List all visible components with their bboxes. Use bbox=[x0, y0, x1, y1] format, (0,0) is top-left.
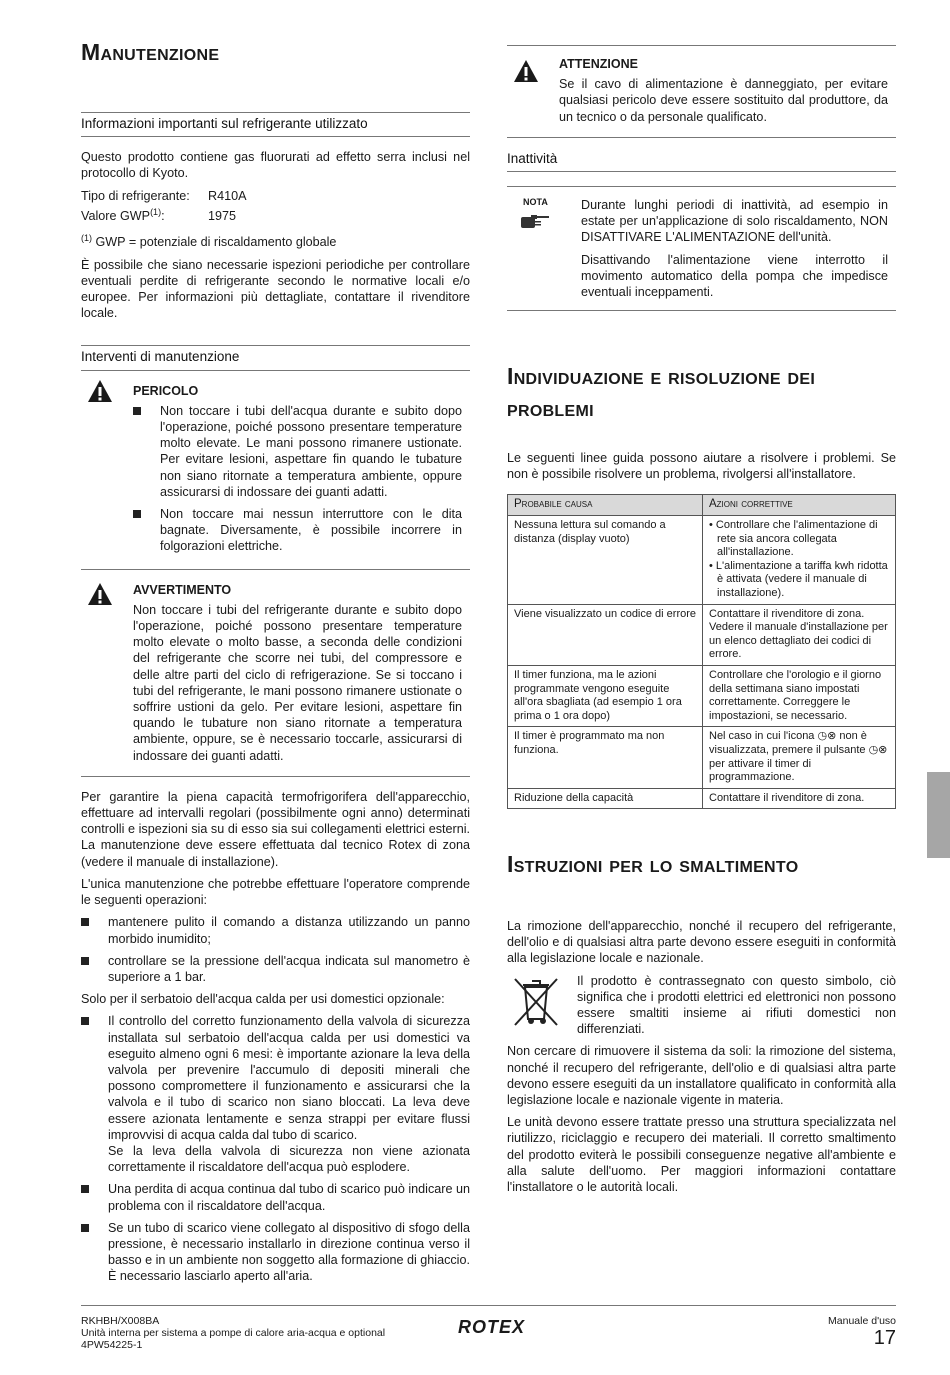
gwp-row: Valore GWP$^{(1)}$: 1975 bbox=[81, 206, 237, 223]
danger-item: Non toccare i tubi dell'acqua durante e subito dopo l'operazione, poiché possono presentare temperature molto elevate. Le mani possono rimanere ustionate. Per evitare lesioni, aspettare fin quando le tubature non siano ritornate a temperatura ambiente, oppure assicurarsi di indossare dei guanti adatti. bbox=[133, 403, 462, 500]
section-title-manutenzione: Manutenzione bbox=[81, 39, 220, 65]
crossed-bin-icon bbox=[511, 975, 561, 1029]
warning-triangle-icon bbox=[87, 582, 113, 606]
tank-item: Una perdita di acqua continua dal tubo di scarico può indicare un problema con il riscaldatore dell'acqua. bbox=[81, 1181, 470, 1213]
left-column bbox=[81, 36, 470, 1291]
tank-item: Il controllo del corretto funzionamento della valvola di sicurezza installata sul serbatoio dell'acqua calda per usi domestici va eseguito almeno ogni 6 mesi: è importante azionare la leva della valvola per prevenire l'accumulo di depositi minerali che possono compromettere il funzionamento e assicurarsi che la valvola e il tubo di scarico non siano bloccati. La leva deve essere azionata lentamente e senza strappi per evitare flussi improvvisi di acqua calda dal tubo di scarico. Se la leva della valvola di sicurezza non viene azionata correttamente il riscaldatore dell'acqua può esplodere. bbox=[81, 1013, 470, 1175]
page-number: 17 bbox=[873, 1327, 896, 1349]
danger-label: PERICOLO bbox=[133, 383, 199, 398]
chapter-tab bbox=[927, 772, 950, 858]
disposal-section bbox=[507, 848, 896, 1201]
danger-box bbox=[81, 371, 470, 570]
paragraph: L'unica manutenzione che potrebbe effettuare l'operatore comprende le seguenti operazioni: bbox=[81, 876, 470, 908]
column-header: Probabile causa bbox=[508, 495, 703, 516]
note-text: Durante lunghi periodi di inattività, ad esempio in estate per un'applicazione di solo riscaldamento, NON DISATTIVARE L'ALIMENTAZIONE dell'unità. bbox=[581, 198, 888, 245]
danger-item: Non toccare mai nessun interruttore con le dita bagnate. Diversamente, è possibile incorrere in folgorazioni elettriche. bbox=[133, 506, 462, 555]
refrigerant-intro: Questo prodotto contiene gas fluorurati ad effetto serra inclusi nel protocollo di Kyoto. bbox=[81, 150, 470, 181]
table-row: Il timer è programmato ma non funziona. Nel caso in cui l'icona ◷⊗ non è visualizzata, premere il pulsante ◷⊗ per attivare il timer di programmazione. bbox=[508, 727, 896, 788]
paragraph: La rimozione dell'apparecchio, nonché il recupero del refrigerante, dell'olio e di qualsiasi altra parte devono essere eseguiti in conformità alla legislazione locale e nazionale. bbox=[507, 919, 896, 966]
section-title-disposal: Istruzioni per lo smaltimento bbox=[507, 851, 799, 877]
troubleshooting-intro: Le seguenti linee guida possono aiutare a risolvere i problemi. Se non è possibile risolvere un problema, rivolgersi all'installatore. bbox=[507, 451, 896, 482]
table-row: Nessuna lettura sul comando a distanza (display vuoto) • Controllare che l'alimentazione di rete sia ancora collegata all'installazione. • L'alimentazione a tariffa kwh ridotta è attivata (vedere il manuale di installazione). bbox=[508, 516, 896, 605]
tank-item: Se un tubo di scarico viene collegato al dispositivo di sfogo della pressione, è necessario installarlo in direzione continua verso il basso e in un ambiente non soggetto alla formazione di ghiaccio. È necessario lasciarlo aperto all'aria. bbox=[81, 1220, 470, 1285]
footer bbox=[0, 1305, 950, 1355]
warning-triangle-icon bbox=[513, 59, 539, 83]
paragraph: Non cercare di rimuovere il sistema da soli: la rimozione del sistema, nonché il recupero del refrigerante, dell'olio e di qualsiasi altra parte devono essere eseguiti da un installatore qualificato in conformità alla legislazione locale e nazionale vigente in materia. bbox=[507, 1044, 896, 1108]
warning-box bbox=[81, 570, 470, 777]
troubleshooting-section bbox=[507, 360, 896, 809]
heading-inactivity: Inattività bbox=[507, 148, 896, 172]
right-column bbox=[507, 45, 896, 311]
warning-text: Non toccare i tubi del refrigerante durante e subito dopo l'operazione, poiché possono presentare temperature molto elevate o molto basse, a seconda delle condizioni del refrigerante che scorre nei tubi, del compressore e delle altre parti del ciclo di refrigerazione. Se si toccano i tubi del refrigerante, le mani possono rimanere ustionate o soffrire ustioni da gelo. Per evitare lesioni, aspettare fin quando le tubature non siano ritornate a temperatura ambiente, oppure, se è necessario toccarle, assicurarsi di indossare dei guanti adatti. bbox=[133, 602, 462, 763]
paragraph: Solo per il serbatoio dell'acqua calda per usi domestici opzionale: bbox=[81, 992, 445, 1007]
warning-label: AVVERTIMENTO bbox=[133, 582, 232, 597]
table-row: Riduzione della capacità Contattare il rivenditore di zona. bbox=[508, 788, 896, 809]
disposal-symbol-text: Il prodotto è contrassegnato con questo simbolo, ciò significa che i prodotti elettrici ed elettronici non possono essere smaltiti insieme ai rifiuti domestici non differenziati. bbox=[577, 973, 896, 1037]
refrigerant-paragraph: È possibile che siano necessarie ispezioni periodiche per controllare eventuali perdite di refrigerante secondo le normative locali e/o europee. Per informazioni più dettagliate, contattare il rivenditore locale. bbox=[81, 257, 470, 321]
disposal-symbol-block bbox=[507, 973, 896, 1038]
footnote: $^{(1)}$ GWP = potenziale di riscaldamento globale bbox=[81, 233, 337, 250]
table-row: Il timer funziona, ma le azioni programmate vengono eseguite all'ora sbagliata (ad esempio 1 ora prima o 1 ora dopo) Controllare che l'orologio e il giorno della settimana siano impostati correttamente. Correggere le impostazioni, se necessario. bbox=[508, 665, 896, 726]
attention-label: ATTENZIONE bbox=[559, 57, 638, 71]
refrigerant-type-row: Tipo di refrigerante: R410A bbox=[81, 188, 247, 203]
attention-text: Se il cavo di alimentazione è danneggiato, per evitare qualsiasi pericolo deve essere sostituito dal produttore, da un tecnico o da personale qualificato. bbox=[559, 77, 888, 124]
note-box bbox=[507, 186, 896, 311]
column-header: Azioni correttive bbox=[703, 495, 896, 516]
operation-item: mantenere pulito il comando a distanza utilizzando un panno morbido inumidito; bbox=[81, 914, 470, 946]
note-label: NOTA bbox=[523, 197, 548, 208]
heading-maintenance: Interventi di manutenzione bbox=[81, 345, 470, 370]
paragraph: Per garantire la piena capacità termofrigorifera dell'apparecchio, effettuare ad intervalli regolari (possibilmente ogni anno) determinati controlli e ispezioni sia su di esso sia sui collegamenti elettrici esterni. La manutenzione deve essere effettuata dal tecnico Rotex di zona (vedere il manuale di installazione). bbox=[81, 789, 470, 869]
heading-refrigerant-info: Informazioni importanti sul refrigerante utilizzato bbox=[81, 112, 470, 137]
note-text: Disattivando l'alimentazione viene interrotto il movimento automatico della pompa che impedisce eventuali inceppamenti. bbox=[581, 252, 888, 300]
warning-triangle-icon bbox=[87, 379, 113, 403]
table-row: Viene visualizzato un codice di errore Contattare il rivenditore di zona. Vedere il manuale d'installazione per un elenco dettagliato dei codici di errore. bbox=[508, 604, 896, 665]
pointing-hand-icon bbox=[521, 213, 551, 229]
footer-right: Manuale d'uso 17 bbox=[828, 1315, 896, 1349]
section-title-troubleshooting: Individuazione e risoluzione dei problemi bbox=[507, 363, 816, 421]
troubleshooting-table bbox=[507, 494, 896, 809]
attention-box bbox=[507, 45, 896, 138]
operation-item: controllare se la pressione dell'acqua indicata sul manometro è superiore a 1 bar. bbox=[81, 953, 470, 985]
footer-rule bbox=[81, 1305, 896, 1306]
rotex-logo: ROTEX bbox=[458, 1317, 526, 1337]
paragraph: Le unità devono essere trattate presso una struttura specializzata nel riutilizzo, riciclaggio e recupero dei materiali. Il corretto smaltimento del prodotto eviterà le possibili conseguenze negative all'ambiente e alla salute dell'uomo. Per maggiori informazioni contattare l'installatore o le autorità locali. bbox=[507, 1115, 896, 1195]
footer-left: RKHBH/X008BA Unità interna per sistema a pompe di calore aria-acqua e optional 4PW54225-1 bbox=[81, 1315, 386, 1351]
